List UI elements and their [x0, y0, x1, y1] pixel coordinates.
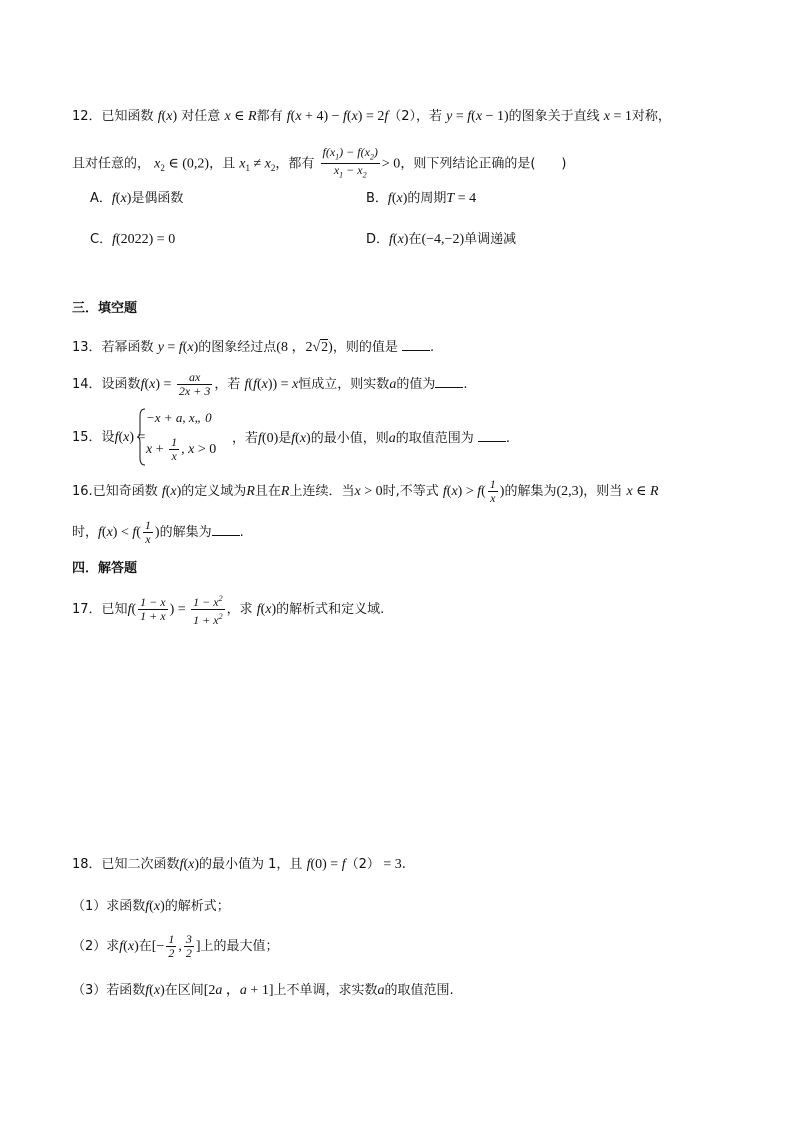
option-c: C．f(2022) = 0 [90, 232, 176, 247]
piecewise-case-2: x + $\frac{1}{x}$ , x > 0 [146, 435, 217, 463]
piecewise-case-1: −x + a, x„ 0 [146, 410, 212, 425]
question-18-part-2: （2）求f(x)在[− $\frac{1}{2}$ , $\frac{3}{2}$ ]上的最大值； [72, 932, 279, 960]
answer-blank[interactable] [435, 375, 463, 388]
answer-blank[interactable] [402, 338, 430, 351]
option-d: D．f(x)在(−4,−2)单调递减 [366, 232, 517, 247]
question-12-line1: 12．已知函数 f(x) 对任意 x ∈ R都有 f(x + 4) − f(x) = 2f（2），若 y = f(x − 1)的图象关于直线 x = 1对称， [72, 109, 671, 124]
section-title-solutions: 四．解答题 [72, 561, 138, 576]
question-15-lead: 15．设f(x) = [72, 430, 146, 445]
answer-blank[interactable] [478, 429, 506, 442]
fraction: $\frac{ax}{2x + 3}$ [178, 370, 211, 398]
question-18-part-3: （3）若函数f(x)在区间[2a ，a + 1]上不单调，求实数a的取值范围. [72, 983, 454, 998]
question-13: 13．若幂函数 y = f(x)的图象经过点(8 ，2√2)，则的值是 . [72, 340, 435, 355]
fraction: $\frac{f(x_1) - f(x_2)}{x_1 - x_2}$ [322, 145, 378, 180]
section-title-fill-in: 三．填空题 [72, 301, 138, 316]
question-17: 17．已知f( $\frac{1 - x}{1 + x}$ ) = $\frac{1 - x^2}{1 + x^2}$ ，求 f(x)的解析式和定义域. [72, 594, 385, 627]
question-15-tail: ，若f(0)是f(x)的最小值，则a的取值范围为 . [232, 431, 511, 446]
question-12-line2: 且对任意的， $x_2$ ∈ (0,2)，且 $x_1 \ne x_2$，都有 $\frac{f(x_1) - f(x_2)}{x_1 - x_2}$ > 0，则下列结论正确的是( ) [72, 145, 567, 180]
question-18-part-1: （1）求函数f(x)的解析式； [72, 899, 230, 914]
question-16-line2: 时，f(x) < f( $\frac{1}{x}$ )的解集为 . [72, 518, 244, 546]
option-b: B．f(x)的周期T = 4 [366, 191, 477, 206]
question-14: 14．设函数f(x) = $\frac{ax}{2x + 3}$ ，若 f(f(x)) = x恒成立，则实数a的值为 . [72, 370, 468, 398]
answer-blank[interactable] [212, 523, 240, 536]
option-a: A．f(x)是偶函数 [90, 191, 184, 206]
question-18: 18．已知二次函数f(x)的最小值为 1，且 f(0) = f（2） = 3. [72, 857, 406, 872]
question-16-line1: 16.已知奇函数 f(x)的定义域为R且在R上连续．当x > 0时,不等式 f(x) > f( $\frac{1}{x}$ )的解集为(2,3)，则当 x ∈ R [72, 477, 659, 505]
